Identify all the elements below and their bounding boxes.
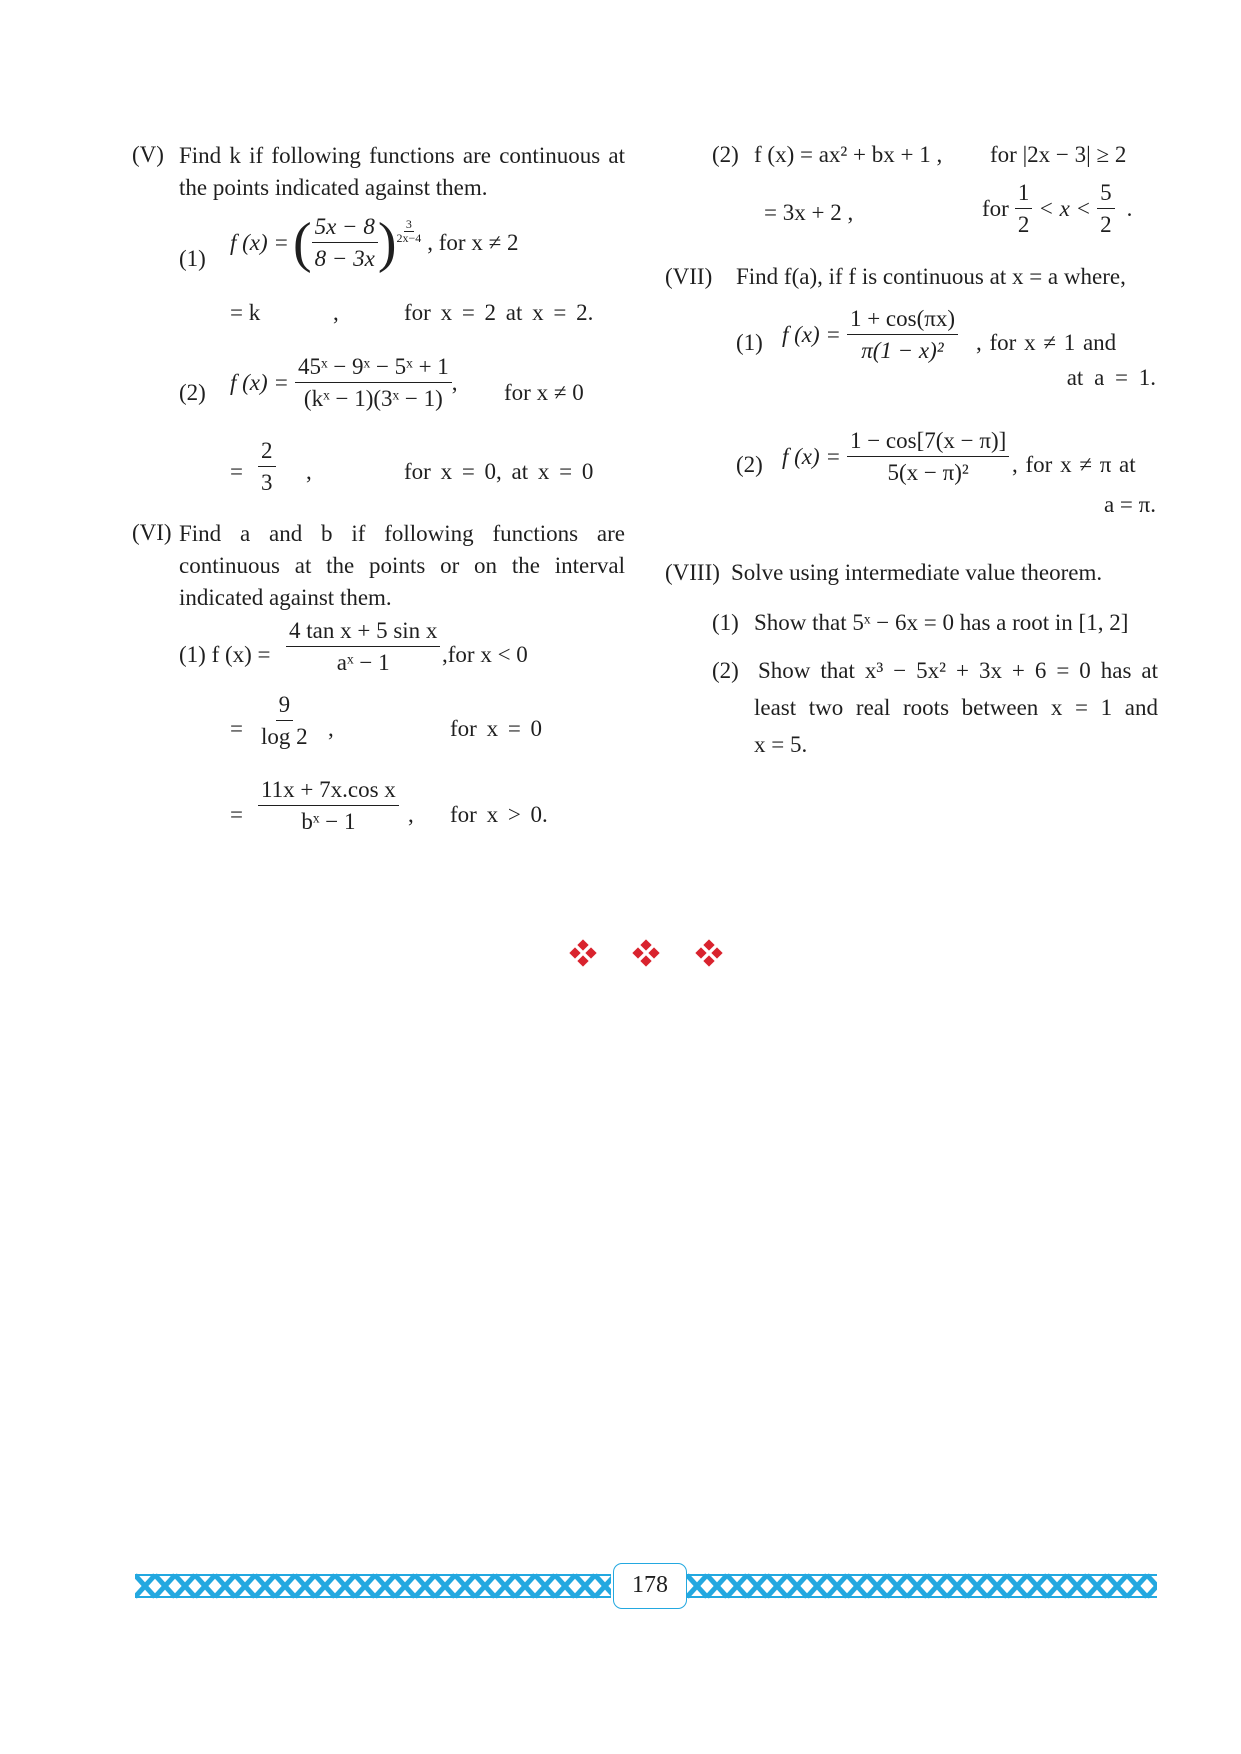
page-number: 178 <box>613 1563 687 1609</box>
q5-p2-line2-eq: = <box>230 459 243 484</box>
q7-p1-lhs: f (x) = <box>782 321 841 347</box>
q7-p1-equation <box>782 306 958 364</box>
q5-p2-number: (2) <box>179 380 206 405</box>
q6-p2-l2-a-num: 1 <box>1015 180 1033 209</box>
q6-label: (VI) <box>132 520 172 545</box>
q5-p2-frac-den: (kˣ − 1)(3ˣ − 1) <box>303 386 443 412</box>
q5-p1-equation <box>230 211 519 274</box>
q8-p2-line3: x = 5. <box>754 732 808 757</box>
q7-p1-condition-2: at a = 1. <box>1066 365 1156 390</box>
q5-p1-exponent <box>396 218 421 244</box>
q6-p2-l1-cond: for |2x − 3| ≥ 2 <box>990 142 1127 167</box>
q8-label: (VIII) <box>665 560 720 585</box>
q6-p2-l2-dot: . <box>1126 195 1133 221</box>
flower-ornament-icon <box>570 940 596 966</box>
q6-p1-l2-cond: for x = 0 <box>450 716 543 741</box>
q7-p1-fraction <box>847 306 958 364</box>
q8-p1-number: (1) <box>712 610 739 635</box>
q5-p1-lhs: f (x) = <box>230 229 289 255</box>
q5-p1-exp-num: 3 <box>405 217 412 231</box>
q5-p1-condition: , for x ≠ 2 <box>427 229 519 255</box>
q7-text: Find f(a), if f is continuous at x = a where, <box>736 264 1126 289</box>
q5-p2-equation <box>230 354 458 412</box>
q6-p1-l1-den: aˣ − 1 <box>336 650 390 676</box>
q5-p2-condition: for x ≠ 0 <box>504 380 584 405</box>
q6-p2-number: (2) <box>712 142 739 167</box>
q6-p1-l3-cond: for x > 0. <box>450 802 548 827</box>
flower-ornament-icon <box>696 940 722 966</box>
q5-p2-line2-cond: for x = 0, at x = 0 <box>404 459 594 484</box>
q6-p1-l1-fraction <box>286 618 440 676</box>
q5-p2-comma: , <box>451 369 458 395</box>
q6-p1-l2-fraction <box>258 692 311 750</box>
q6-p2-l2-b-num: 5 <box>1097 180 1115 209</box>
q5-p1-frac-num: 5x − 8 <box>312 214 378 243</box>
q6-p1-l1-num: 4 tan x + 5 sin x <box>286 618 440 647</box>
q5-p1-fraction <box>312 214 378 272</box>
q8-p1-text: Show that 5ˣ − 6x = 0 has a root in [1, 2] <box>754 610 1129 635</box>
q6-p1-l1-cond: ,for x < 0 <box>442 642 528 667</box>
q5-p1-frac-den: 8 − 3x <box>314 246 375 272</box>
q6-p1-l2-num: 9 <box>276 692 294 721</box>
q5-label: (V) <box>132 142 164 167</box>
page-footer <box>135 1563 1157 1609</box>
q6-p2-l2-frac-b <box>1097 180 1115 238</box>
q7-p2-fraction <box>847 428 1009 486</box>
q5-p2-lhs: f (x) = <box>230 369 289 395</box>
q5-p2-line2-den: 3 <box>261 470 273 496</box>
q6-p1-number: (1) f (x) = <box>179 642 271 667</box>
q6-p1-l2-den: log 2 <box>261 724 308 750</box>
q6-p1-l3-comma: , <box>408 802 414 827</box>
q7-p1-frac-num: 1 + cos(πx) <box>847 306 958 335</box>
q7-p2-condition: , for x ≠ π at <box>1012 452 1136 477</box>
left-paren-icon: ( <box>292 211 312 274</box>
q5-p1-line2-eq: = k <box>230 300 261 325</box>
q6-p2-l2-for: for <box>982 195 1009 221</box>
q7-p1-frac-den: π(1 − x)² <box>861 338 944 364</box>
q6-p2-l2-frac-a <box>1015 180 1033 238</box>
q6-p2-l2-range <box>982 180 1132 238</box>
q7-p2-number: (2) <box>736 452 763 477</box>
q6-p1-l3-fraction <box>258 777 399 835</box>
q6-p2-l2-b-den: 2 <box>1100 212 1112 238</box>
q7-label: (VII) <box>665 264 713 289</box>
q5-p1-line2-comma: , <box>333 300 339 325</box>
q7-p1-condition: , for x ≠ 1 and <box>976 330 1117 355</box>
q7-p2-lhs: f (x) = <box>782 443 841 469</box>
q5-p1-number: (1) <box>179 246 206 271</box>
q6-p1-l2-eq: = <box>230 716 243 741</box>
q6-p2-l2-a-den: 2 <box>1017 212 1030 238</box>
q8-text: Solve using intermediate value theorem. <box>731 560 1103 585</box>
q6-p1-l3-eq: = <box>230 802 243 827</box>
q5-p1-exp-den: 2x−4 <box>396 230 422 245</box>
q6-p1-l3-den: bˣ − 1 <box>301 809 356 835</box>
q7-p1-number: (1) <box>736 330 763 355</box>
q6-text: Find a and b if following functions are continuous at the points or on the interval indicated against them. <box>179 521 625 610</box>
q5-text: Find k if following functions are continuous at the points indicated against them. <box>179 143 625 200</box>
q7-p2-frac-num: 1 − cos[7(x − π)] <box>847 428 1009 457</box>
q8-p2-line1: Show that x³ − 5x² + 3x + 6 = 0 has at <box>758 658 1158 683</box>
q8-p2-line2: least two real roots between x = 1 and <box>754 695 1158 720</box>
q7-p2-frac-den: 5(x − π)² <box>887 460 969 486</box>
q5-p2-line2-num: 2 <box>258 438 276 467</box>
q6-p1-l2-comma: , <box>328 716 334 741</box>
flower-ornament-icon <box>633 940 659 966</box>
chain-border-right-icon <box>687 1571 1157 1601</box>
q5-p2-fraction <box>295 354 452 412</box>
q8-p2-number: (2) <box>712 658 739 683</box>
q6-p2-l2-expr: = 3x + 2 , <box>764 200 854 225</box>
chain-border-left-icon <box>135 1571 611 1601</box>
q7-p2-condition-2: a = π. <box>1103 492 1156 517</box>
right-paren-icon: ) <box>377 211 397 274</box>
q5-p2-line2-fraction <box>258 438 276 496</box>
q5-p2-line2-comma: , <box>306 459 312 484</box>
q7-p2-equation <box>782 428 1009 486</box>
q6-p2-l2-lt: < x < <box>1038 195 1092 221</box>
q5-p2-frac-num: 45ˣ − 9ˣ − 5ˣ + 1 <box>295 354 452 383</box>
q6-p2-l1-expr: f (x) = ax² + bx + 1 , <box>754 142 943 167</box>
q5-p1-line2-cond: for x = 2 at x = 2. <box>404 300 594 325</box>
q6-p1-l3-num: 11x + 7x.cos x <box>258 777 399 806</box>
